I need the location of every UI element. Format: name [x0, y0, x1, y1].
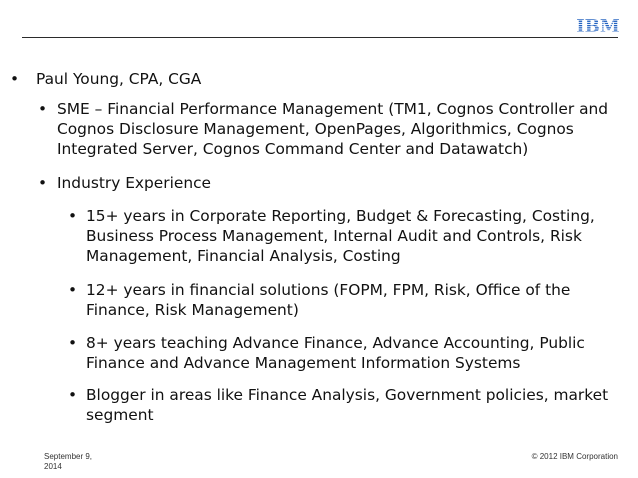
- footer-date: [44, 452, 92, 472]
- footer-date-line-1: September 9,: [44, 452, 93, 461]
- industry-experience-heading: Industry Experience: [57, 174, 212, 192]
- ibm-logo: [576, 14, 620, 36]
- experience-4-line-1: Blogger in areas like Finance Analysis, Government policies, market: [86, 386, 609, 404]
- bullet-l2: •: [38, 100, 48, 118]
- experience-1-line-1: 15+ years in Corporate Reporting, Budget & Forecasting, Costing,: [86, 207, 595, 225]
- ibm-logo-text: IBM: [576, 16, 620, 36]
- experience-1-line-3: Management, Financial Analysis, Costing: [86, 247, 401, 265]
- experience-2-line-2: Finance, Risk Management): [86, 301, 299, 319]
- experience-4-line-2: segment: [86, 406, 154, 424]
- bullet-l3: •: [68, 386, 78, 404]
- sme-line-2: Cognos Disclosure Management, OpenPages, Algorithmics, Cognos: [57, 120, 574, 138]
- bullet-l3: •: [68, 207, 78, 225]
- bullet-l3: •: [68, 334, 78, 352]
- experience-3-line-2: Finance and Advance Management Information Systems: [86, 354, 521, 372]
- presenter-name: Paul Young, CPA, CGA: [36, 70, 202, 88]
- sme-line-1: SME – Financial Performance Management (TM1, Cognos Controller and: [57, 100, 609, 118]
- header-divider: [22, 37, 618, 38]
- bullet-l3: •: [68, 281, 78, 299]
- footer-date-line-2: 2014: [44, 462, 62, 471]
- bullet-l1: •: [10, 70, 20, 88]
- experience-1-line-2: Business Process Management, Internal Audit and Controls, Risk: [86, 227, 582, 245]
- experience-2-line-1: 12+ years in financial solutions (FOPM, FPM, Risk, Office of the: [86, 281, 571, 299]
- footer-copyright: © 2012 IBM Corporation: [531, 452, 618, 461]
- bullet-l2: •: [38, 174, 48, 192]
- experience-3-line-1: 8+ years teaching Advance Finance, Advance Accounting, Public: [86, 334, 585, 352]
- sme-line-3: Integrated Server, Cognos Command Center and Datawatch): [57, 140, 529, 158]
